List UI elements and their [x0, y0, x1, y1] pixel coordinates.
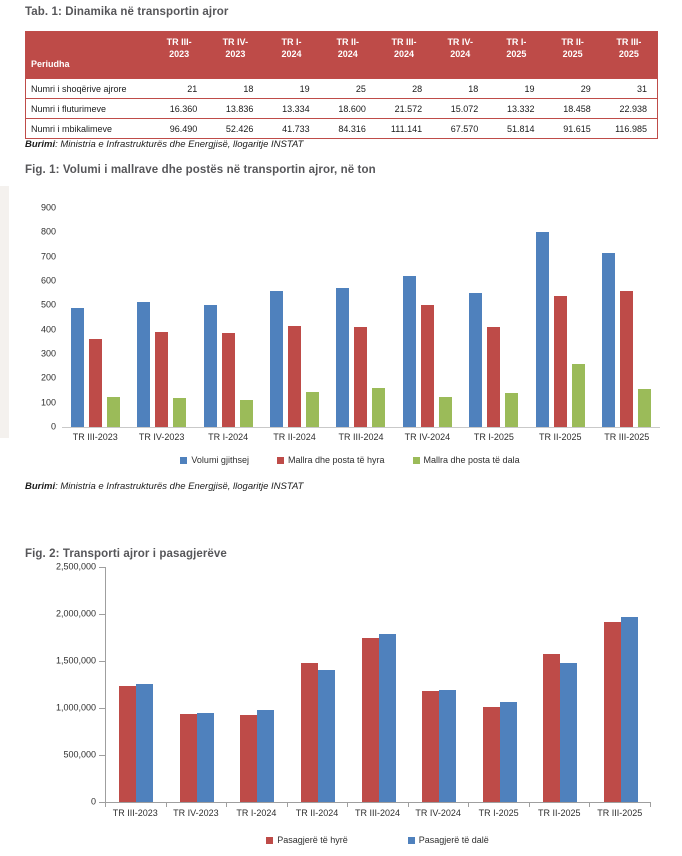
y-axis-tick-label: 300 [40, 348, 56, 359]
bar-group [167, 567, 228, 802]
period-line-1: TR I- [281, 37, 302, 47]
bar-group [591, 567, 652, 802]
bar [89, 339, 102, 427]
x-axis-tick-mark [347, 803, 348, 807]
bar [306, 392, 319, 427]
table-cell-value: 19 [299, 83, 310, 94]
period-line-2: 2024 [393, 48, 414, 59]
period-line-1: TR III- [616, 37, 642, 47]
bar-group [527, 208, 593, 427]
bar-group [530, 567, 591, 802]
x-axis-category-label: TR II-2024 [273, 432, 316, 442]
x-axis-category-label: TR III-2023 [72, 432, 118, 442]
bar [336, 288, 349, 427]
table-header-period-cell [545, 32, 601, 78]
bar [119, 686, 136, 802]
y-axis-tick-label: 100 [40, 397, 56, 408]
bar-group [348, 567, 409, 802]
y-axis-tick-mark [99, 661, 105, 662]
bar-group [288, 567, 349, 802]
table-cell-value: 15.072 [450, 103, 479, 114]
bar [500, 702, 517, 802]
x-axis-category-label: TR II-2025 [537, 808, 581, 818]
table-cell-value: 84.316 [338, 123, 366, 134]
y-axis-tick-label: 500,000 [63, 749, 96, 760]
fig1-source [25, 481, 303, 492]
period-line-2: 2025 [506, 48, 527, 59]
table-cell-value: 18 [243, 83, 254, 94]
x-axis-category-label: TR I-2025 [473, 432, 514, 442]
y-axis-tick-label: 500 [40, 299, 56, 310]
period-line-1: TR III- [391, 37, 417, 47]
table-header-row [26, 32, 657, 78]
legend-item [180, 455, 249, 465]
legend-item [277, 455, 385, 465]
table-cell-value: 18.458 [563, 103, 591, 114]
x-axis-category-label: TR IV-2023 [173, 808, 219, 818]
y-axis-tick-mark [99, 708, 105, 709]
bar [204, 305, 217, 427]
x-axis-tick-mark [166, 803, 167, 807]
legend-item [266, 835, 348, 845]
table-cell-value: 96.490 [169, 123, 198, 134]
table-cell-value: 51.814 [507, 123, 535, 134]
table-header-period-cell [207, 32, 263, 78]
bar [197, 713, 214, 802]
bar [362, 638, 379, 802]
bar [136, 684, 153, 802]
table-cell-value: 28 [412, 83, 423, 94]
period-line-1: TR III- [166, 37, 192, 47]
bar-group [394, 208, 460, 427]
x-axis-tick-mark [408, 803, 409, 807]
bar [354, 327, 367, 427]
bar [560, 663, 577, 802]
table-cell-value: 21 [187, 83, 198, 94]
bar-group [328, 208, 394, 427]
bar [621, 617, 638, 802]
bar [422, 691, 439, 802]
legend-label: Volumi gjithsej [191, 455, 249, 465]
x-axis-category-label: TR II-2024 [295, 808, 339, 818]
table-cell-value: 29 [580, 83, 591, 94]
x-axis-category-label: TR I-2024 [208, 432, 249, 442]
table-cell-value: 22.938 [619, 103, 647, 114]
x-axis-category-label: TR II-2025 [539, 432, 582, 442]
table-header-period-cell [432, 32, 488, 78]
period-line-2: 2023 [225, 48, 246, 59]
fig1-title: Fig. 1: Volumi i mallrave dhe postës në transportin ajror, në ton [25, 164, 376, 176]
legend-label: Mallra dhe posta të hyra [287, 455, 385, 465]
bar [505, 393, 518, 427]
period-line-2: 2024 [450, 48, 471, 59]
table-cell-value: 31 [636, 83, 647, 94]
table-header-period-cell [488, 32, 544, 78]
source-text: : Ministria e Infrastrukturës dhe Energjisë, llogaritje INSTAT [55, 481, 304, 492]
page-edge-artifact [0, 186, 9, 438]
bar [301, 663, 318, 802]
fig1-legend [40, 455, 660, 465]
y-axis-tick-label: 200 [40, 372, 56, 383]
x-axis-category-label: TR IV-2024 [404, 432, 451, 442]
bar [222, 333, 235, 427]
period-line-2: 2025 [618, 48, 639, 59]
x-axis-category-label: TR IV-2023 [138, 432, 185, 442]
fig2-y-axis [42, 561, 96, 807]
row-label: Numri i mbikalimeve [31, 123, 113, 134]
bar [469, 293, 482, 427]
y-axis-tick-mark [99, 567, 105, 568]
table-row [26, 118, 657, 138]
bar [180, 714, 197, 802]
period-line-2: 2023 [169, 48, 190, 59]
bar [421, 305, 434, 427]
fig1-plot-area [62, 208, 660, 428]
bar [572, 364, 585, 427]
x-axis-tick-mark [468, 803, 469, 807]
dynamics-table [25, 31, 658, 139]
legend-color-swatch [266, 837, 273, 844]
fig1-y-axis [30, 202, 56, 432]
fig2-plot-area [105, 567, 651, 803]
table-cell-value: 21.572 [394, 103, 423, 114]
bar [638, 389, 651, 427]
bar [403, 276, 416, 427]
y-axis-tick-mark [99, 755, 105, 756]
period-line-2: 2025 [562, 48, 583, 59]
table-cell-value: 19 [524, 83, 535, 94]
bar [173, 398, 186, 427]
bar-group [128, 208, 194, 427]
y-axis-tick-mark [99, 614, 105, 615]
legend-label: Pasagjerë të hyrë [277, 835, 348, 845]
x-axis-category-label: TR I-2024 [236, 808, 277, 818]
table-header-periudha: Periudha [31, 59, 70, 69]
bar [439, 397, 452, 427]
bar [318, 670, 335, 802]
bar [240, 400, 253, 427]
table-cell-value: 18 [468, 83, 479, 94]
period-line-1: TR IV- [222, 37, 249, 47]
x-axis-tick-mark [589, 803, 590, 807]
bar [439, 690, 456, 802]
table-cell-value: 25 [355, 83, 366, 94]
x-axis-tick-mark [226, 803, 227, 807]
bar [107, 397, 120, 427]
source-label: Burimi [25, 481, 56, 492]
table-cell-value: 116.985 [615, 123, 647, 134]
table-title: Tab. 1: Dinamika në transportin ajror [25, 6, 229, 18]
y-axis-tick-label: 2,500,000 [55, 561, 96, 572]
x-axis-category-label: TR III-2025 [604, 432, 650, 442]
bar [240, 715, 257, 802]
legend-color-swatch [413, 457, 420, 464]
x-axis-tick-mark [529, 803, 530, 807]
x-axis-tick-mark [287, 803, 288, 807]
bar [372, 388, 385, 427]
row-label: Numri i fluturimeve [31, 103, 107, 114]
table-row [26, 78, 657, 98]
source-label: Burimi [25, 139, 56, 150]
period-line-2: 2024 [281, 48, 302, 59]
bar [71, 308, 84, 427]
y-axis-tick-label: 0 [90, 796, 96, 807]
y-axis-tick-label: 800 [40, 226, 56, 237]
legend-label: Mallra dhe posta të dala [423, 455, 520, 465]
x-axis-category-label: TR III-2024 [338, 432, 384, 442]
fig1-x-axis-labels [62, 432, 660, 442]
table-row [26, 98, 657, 118]
bar-group [469, 567, 530, 802]
fig2-x-axis-labels [105, 808, 650, 818]
period-line-2: 2024 [337, 48, 358, 59]
x-axis-tick-mark [650, 803, 651, 807]
y-axis-tick-label: 700 [40, 251, 56, 262]
x-axis-category-label: TR III-2025 [597, 808, 643, 818]
bar-group [62, 208, 128, 427]
period-line-1: TR II- [336, 37, 360, 47]
y-axis-tick-label: 1,000,000 [55, 702, 96, 713]
bar [137, 302, 150, 427]
y-axis-tick-label: 400 [40, 324, 56, 335]
period-line-1: TR IV- [447, 37, 473, 47]
bar [257, 710, 274, 802]
x-axis-category-label: TR I-2025 [478, 808, 519, 818]
bar-group [594, 208, 660, 427]
table-header-period-cell [151, 32, 207, 78]
x-axis-category-label: TR III-2023 [112, 808, 158, 818]
source-text: : Ministria e Infrastrukturës dhe Energjisë, llogaritje INSTAT [55, 139, 304, 150]
legend-item [413, 455, 520, 465]
legend-color-swatch [408, 837, 415, 844]
y-axis-tick-label: 1,500,000 [55, 655, 96, 666]
bar [554, 296, 567, 427]
table-cell-value: 41.733 [282, 123, 310, 134]
x-axis-category-label: TR IV-2024 [415, 808, 461, 818]
bar-group [106, 567, 167, 802]
table-cell-value: 111.141 [390, 123, 423, 134]
bar [602, 253, 615, 427]
legend-label: Pasagjerë të dalë [418, 835, 489, 845]
table-header-period-cell [376, 32, 432, 78]
y-axis-tick-label: 0 [50, 421, 56, 432]
table-header-period-cell [320, 32, 376, 78]
bar [270, 291, 283, 427]
bar [543, 654, 560, 802]
bar-group [461, 208, 527, 427]
x-axis-tick-mark [105, 803, 106, 807]
table-cell-value: 18.600 [338, 103, 366, 114]
bar [487, 327, 500, 427]
bar [379, 634, 396, 802]
table-cell-value: 13.334 [282, 103, 310, 114]
bar [483, 707, 500, 802]
bar [536, 232, 549, 427]
row-label: Numri i shoqërive ajrore [31, 83, 127, 94]
table-header-period-cell [263, 32, 319, 78]
table-cell-value: 13.332 [507, 103, 535, 114]
bar [155, 332, 168, 427]
y-axis-tick-label: 900 [40, 202, 56, 213]
bar [288, 326, 301, 427]
y-axis-tick-label: 2,000,000 [55, 608, 96, 619]
table-cell-value: 91.615 [563, 123, 591, 134]
bar-group [261, 208, 327, 427]
fig2-legend [105, 835, 650, 845]
legend-color-swatch [277, 457, 284, 464]
period-line-1: TR I- [506, 37, 527, 47]
fig2-title: Fig. 2: Transporti ajror i pasagjerëve [25, 548, 227, 560]
table-header-period-cell [601, 32, 657, 78]
x-axis-category-label: TR III-2024 [355, 808, 401, 818]
table-cell-value: 52.426 [225, 123, 254, 134]
bar-group [227, 567, 288, 802]
legend-color-swatch [180, 457, 187, 464]
table-source [25, 139, 303, 150]
bar [604, 622, 621, 802]
table-cell-value: 67.570 [450, 123, 479, 134]
table-cell-value: 16.360 [169, 103, 198, 114]
bar-group [195, 208, 261, 427]
period-line-1: TR II- [561, 37, 584, 47]
y-axis-tick-label: 600 [40, 275, 56, 286]
bar [620, 291, 633, 427]
legend-item [408, 835, 489, 845]
table-cell-value: 13.836 [225, 103, 254, 114]
bar-group [409, 567, 470, 802]
